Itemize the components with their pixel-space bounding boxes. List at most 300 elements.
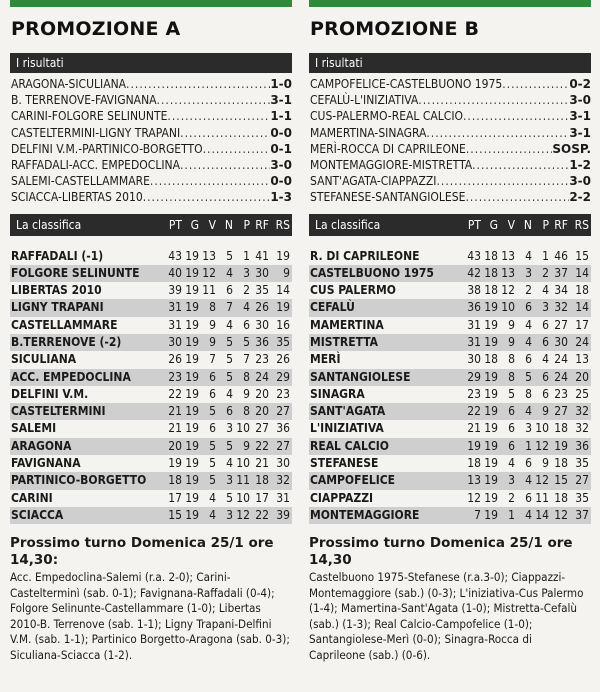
stat-rs: 20: [575, 369, 589, 384]
stat-n: 4: [525, 507, 532, 522]
standings-title: La classifica: [315, 217, 381, 232]
standings-row: [309, 299, 591, 316]
header-rs: RS: [574, 217, 589, 232]
result-score: 1-3: [270, 190, 292, 205]
header-rs: RS: [275, 217, 290, 232]
stat-g: 19: [185, 300, 199, 315]
stat-pt: 21: [168, 421, 182, 436]
team-name: REAL CALCIO: [310, 438, 389, 453]
stat-p: 9: [542, 404, 549, 419]
result-row: [10, 189, 292, 205]
standings-row: [10, 507, 292, 524]
stat-p: 2: [243, 283, 250, 298]
stat-pt: 43: [168, 248, 182, 263]
leader-dots: [157, 92, 271, 108]
stat-g: 19: [185, 283, 199, 298]
stat-v: 5: [508, 386, 515, 401]
result-match: SANT'AGATA-CIAPPAZZI: [310, 174, 437, 189]
stat-g: 19: [484, 421, 498, 436]
leader-dots: [126, 76, 270, 92]
stat-rf: 24: [255, 369, 269, 384]
stat-v: 5: [209, 456, 216, 471]
header-n: N: [523, 217, 532, 232]
stat-v: 8: [508, 369, 515, 384]
standings-table: [309, 248, 591, 525]
standings-row: [309, 438, 591, 455]
stat-pt: 19: [467, 438, 481, 453]
result-score: 3-1: [270, 93, 292, 108]
stat-p: 6: [243, 317, 250, 332]
stat-p: 7: [243, 352, 250, 367]
result-score: 1-1: [270, 109, 292, 124]
stat-n: 1: [525, 438, 532, 453]
stat-g: 19: [185, 473, 199, 488]
result-row: [10, 108, 292, 124]
stat-g: 19: [185, 456, 199, 471]
stat-g: 18: [484, 283, 498, 298]
stat-v: 9: [508, 317, 515, 332]
stat-rs: 32: [575, 421, 589, 436]
stat-n: 5: [226, 248, 233, 263]
stat-g: 18: [484, 265, 498, 280]
stat-rs: 14: [575, 300, 589, 315]
result-match: MAMERTINA-SINAGRA: [310, 125, 427, 140]
team-name: SCIACCA: [11, 507, 64, 522]
stat-v: 6: [209, 386, 216, 401]
team-name: MERÌ: [310, 352, 341, 367]
stat-p: 6: [542, 334, 549, 349]
team-name: CUS PALERMO: [310, 283, 396, 298]
team-name: ACC. EMPEDOCLINA: [11, 369, 131, 384]
team-name: L'INIZIATIVA: [310, 421, 384, 436]
stat-rf: 24: [554, 369, 568, 384]
stat-rf: 17: [255, 490, 269, 505]
stat-n: 5: [226, 352, 233, 367]
leader-dots: [466, 141, 552, 157]
result-score: 0-0: [270, 174, 292, 189]
stat-v: 8: [508, 352, 515, 367]
leader-dots: [465, 189, 569, 205]
result-match: CASTELTERMINI-LIGNY TRAPANI: [11, 125, 181, 140]
stat-pt: 31: [168, 317, 182, 332]
stat-rf: 12: [554, 507, 568, 522]
stat-n: 3: [226, 473, 233, 488]
stat-n: 4: [226, 386, 233, 401]
stat-pt: 31: [467, 317, 481, 332]
stat-g: 19: [185, 490, 199, 505]
stat-rf: 22: [255, 507, 269, 522]
stat-pt: 18: [168, 473, 182, 488]
result-row: [309, 76, 591, 92]
stat-n: 5: [226, 334, 233, 349]
team-name: CAMPOFELICE: [310, 473, 396, 488]
stat-rf: 23: [554, 386, 568, 401]
league-title: PROMOZIONE B: [310, 18, 480, 40]
stat-pt: 22: [467, 404, 481, 419]
stat-rs: 36: [575, 438, 589, 453]
stat-n: 8: [525, 386, 532, 401]
standings-row: [309, 369, 591, 386]
stat-rf: 15: [554, 473, 568, 488]
result-row: [10, 125, 292, 141]
stat-p: 11: [535, 490, 549, 505]
next-round-title: Prossimo turno Domenica 25/1 ore 14,30:: [10, 535, 274, 569]
team-name: CEFALÙ: [310, 300, 355, 315]
stat-g: 19: [484, 369, 498, 384]
result-score: 3-0: [569, 93, 591, 108]
stat-g: 19: [484, 404, 498, 419]
team-name: CASTELLAMMARE: [11, 317, 118, 332]
stat-rs: 30: [276, 456, 290, 471]
result-row: [10, 141, 292, 157]
stat-v: 13: [501, 265, 515, 280]
result-row: [10, 173, 292, 189]
result-score: 1-2: [569, 157, 591, 172]
team-name: LIBERTAS 2010: [11, 283, 102, 298]
header-pt: PT: [168, 217, 182, 232]
leader-dots: [203, 141, 271, 157]
stat-pt: 21: [467, 421, 481, 436]
team-name: B.TERRENOVE (-2): [11, 334, 122, 349]
stat-pt: 43: [467, 248, 481, 263]
standings-row: [309, 317, 591, 334]
stat-rf: 23: [255, 352, 269, 367]
stat-rs: 13: [575, 352, 589, 367]
result-row: [10, 92, 292, 108]
stat-rf: 27: [255, 421, 269, 436]
team-name: SICULIANA: [11, 352, 77, 367]
stat-g: 19: [484, 507, 498, 522]
stat-v: 12: [202, 265, 216, 280]
stat-rf: 46: [554, 248, 568, 263]
stat-p: 10: [236, 456, 250, 471]
team-name: CARINI: [11, 490, 53, 505]
header-v: V: [208, 217, 216, 232]
standings-row: [309, 334, 591, 351]
stat-rf: 35: [255, 283, 269, 298]
stat-rf: 27: [554, 317, 568, 332]
standings-header: [309, 214, 591, 236]
standings-row: [309, 351, 591, 368]
stat-p: 8: [243, 369, 250, 384]
stat-v: 9: [209, 334, 216, 349]
stat-pt: 23: [467, 386, 481, 401]
result-score: 3-1: [569, 125, 591, 140]
standings-row: [10, 317, 292, 334]
result-match: CARINI-FOLGORE SELINUNTE: [11, 109, 168, 124]
stat-v: 5: [209, 473, 216, 488]
stat-p: 10: [535, 421, 549, 436]
stat-n: 4: [525, 248, 532, 263]
result-match: MERÌ-ROCCA DI CAPRILEONE: [310, 141, 466, 156]
stat-n: 4: [525, 404, 532, 419]
result-score: 3-1: [569, 109, 591, 124]
team-name: RAFFADALI (-1): [11, 248, 104, 263]
stat-rs: 26: [276, 352, 290, 367]
stat-v: 13: [202, 248, 216, 263]
stat-v: 6: [508, 404, 515, 419]
stat-p: 3: [542, 300, 549, 315]
stat-pt: 17: [168, 490, 182, 505]
stat-rs: 27: [276, 404, 290, 419]
next-round-text: Acc. Empedoclina-Salemi (r.a. 2-0); Carini-Castelterminì (sab. 0-1); Favignana-Raffadali (0-4); Folgore Selinunte-Castellammare (1-0); Libertas 2010-B. Terrenove (sab. 1-1); Ligny Trapani-Delfini V.M. (sab. 1-1); Partinico Borgetto-Aragona (sab. 0-3); Siculiana-Sciacca (1-2).: [10, 570, 290, 662]
stat-g: 19: [185, 334, 199, 349]
team-name: SANTANGIOLESE: [310, 369, 411, 384]
team-name: SANT'AGATA: [310, 404, 386, 419]
stat-rs: 39: [276, 507, 290, 522]
stat-v: 13: [501, 248, 515, 263]
stat-v: 5: [209, 438, 216, 453]
header-pt: PT: [467, 217, 481, 232]
standings-row: [309, 386, 591, 403]
stat-g: 19: [484, 473, 498, 488]
stat-n: 6: [226, 283, 233, 298]
stat-rs: 35: [276, 334, 290, 349]
stat-n: 3: [525, 421, 532, 436]
stat-g: 19: [185, 265, 199, 280]
stat-pt: 12: [467, 490, 481, 505]
stat-rs: 25: [575, 386, 589, 401]
stat-p: 1: [542, 248, 549, 263]
stat-g: 19: [185, 507, 199, 522]
stat-v: 4: [209, 490, 216, 505]
stat-rs: 27: [575, 473, 589, 488]
standings-row: [309, 455, 591, 472]
stat-p: 4: [542, 283, 549, 298]
result-match: CAMPOFELICE-CASTELBUONO 1975: [310, 77, 503, 91]
stat-pt: 29: [467, 369, 481, 384]
leader-dots: [502, 76, 569, 92]
stat-pt: 18: [467, 456, 481, 471]
column-promozione-a: [10, 0, 292, 692]
standings-row: [10, 265, 292, 282]
stat-v: 11: [202, 283, 216, 298]
leader-dots: [180, 157, 270, 173]
stat-v: 1: [508, 507, 515, 522]
stat-rf: 30: [255, 317, 269, 332]
standings-row: [10, 472, 292, 489]
stat-rf: 21: [255, 456, 269, 471]
standings-row: [10, 386, 292, 403]
stat-rf: 37: [554, 265, 568, 280]
stat-rs: 19: [276, 248, 290, 263]
stat-pt: 31: [168, 300, 182, 315]
stat-rf: 24: [554, 352, 568, 367]
stat-v: 9: [209, 317, 216, 332]
stat-v: 6: [508, 421, 515, 436]
stat-rf: 22: [255, 438, 269, 453]
results-header: I risultati: [10, 53, 292, 73]
stat-g: 19: [185, 404, 199, 419]
stat-pt: 13: [467, 473, 481, 488]
stat-rs: 15: [575, 248, 589, 263]
stat-n: 6: [525, 300, 532, 315]
stat-rf: 20: [255, 386, 269, 401]
standings-row: [309, 490, 591, 507]
stat-v: 10: [501, 300, 515, 315]
result-row: [10, 76, 292, 92]
stat-g: 19: [484, 300, 498, 315]
stat-g: 19: [484, 317, 498, 332]
stat-pt: 20: [168, 438, 182, 453]
accent-bar: [10, 0, 292, 7]
team-name: STEFANESE: [310, 456, 379, 471]
team-name: FOLGORE SELINUNTE: [11, 265, 140, 280]
stat-rf: 18: [554, 456, 568, 471]
stat-n: 6: [525, 352, 532, 367]
team-name: MONTEMAGGIORE: [310, 507, 420, 522]
result-score: 3-0: [270, 157, 292, 172]
stat-n: 3: [525, 265, 532, 280]
stat-rf: 18: [554, 490, 568, 505]
team-name: MAMERTINA: [310, 317, 384, 332]
result-match: B. TERRENOVE-FAVIGNANA: [11, 93, 157, 108]
stat-pt: 40: [168, 265, 182, 280]
result-score: 0-1: [270, 141, 292, 156]
stat-n: 4: [525, 334, 532, 349]
header-rf: RF: [255, 217, 269, 232]
leader-dots: [463, 108, 569, 124]
leader-dots: [167, 108, 270, 124]
team-name: MISTRETTA: [310, 334, 379, 349]
team-name: SINAGRA: [310, 386, 365, 401]
stat-p: 4: [243, 300, 250, 315]
stat-p: 12: [535, 473, 549, 488]
stat-rs: 9: [283, 265, 290, 280]
stat-n: 4: [226, 456, 233, 471]
stat-rs: 35: [575, 456, 589, 471]
stat-v: 3: [508, 473, 515, 488]
standings-row: [10, 490, 292, 507]
stat-p: 6: [542, 317, 549, 332]
stat-p: 11: [236, 473, 250, 488]
stat-p: 6: [542, 386, 549, 401]
standings-row: [10, 403, 292, 420]
stat-rf: 19: [554, 438, 568, 453]
stat-rs: 37: [575, 507, 589, 522]
stat-n: 5: [226, 490, 233, 505]
header-rf: RF: [554, 217, 568, 232]
standings-row: [309, 282, 591, 299]
stat-rs: 29: [276, 369, 290, 384]
stat-g: 19: [185, 352, 199, 367]
stat-p: 6: [542, 369, 549, 384]
result-score: 0-0: [270, 125, 292, 140]
result-row: [309, 173, 591, 189]
stat-pt: 15: [168, 507, 182, 522]
result-row: [309, 157, 591, 173]
standings-row: [10, 438, 292, 455]
result-match: SALEMI-CASTELLAMMARE: [11, 174, 150, 189]
stat-rs: 14: [575, 265, 589, 280]
stat-n: 3: [226, 507, 233, 522]
standings-table: [10, 248, 292, 525]
stat-rs: 14: [276, 283, 290, 298]
next-round-text: Castelbuono 1975-Stefanese (r.a.3-0); Ciappazzi-Montemaggiore (sab.) (0-3); L'iniziativa-Cus Palermo (1-4); Mamertina-Sant'Agata (1-0); Mistretta-Cefalù (sab.) (1-3); Real Calcio-Campofelice (1-0); Santangiolese-Merì (0-0); Sinagra-Rocca di Caprileone (sab.) (0-6).: [309, 570, 584, 662]
standings-title: La classifica: [16, 217, 82, 232]
stat-pt: 39: [168, 283, 182, 298]
stat-rs: 27: [276, 438, 290, 453]
standings-row: [309, 507, 591, 524]
stat-n: 4: [525, 317, 532, 332]
column-promozione-b: [309, 0, 591, 692]
stat-v: 8: [209, 300, 216, 315]
stat-pt: 42: [467, 265, 481, 280]
stat-rs: 32: [276, 473, 290, 488]
stat-pt: 36: [467, 300, 481, 315]
header-g: G: [489, 217, 498, 232]
standings-row: [309, 403, 591, 420]
stat-p: 5: [243, 334, 250, 349]
stat-rf: 36: [255, 334, 269, 349]
league-title: PROMOZIONE A: [11, 18, 181, 40]
team-name: LIGNY TRAPANI: [11, 300, 104, 315]
stat-p: 4: [542, 352, 549, 367]
standings-header: [10, 214, 292, 236]
stat-rs: 17: [575, 317, 589, 332]
results-header: I risultati: [309, 53, 591, 73]
stat-rf: 20: [255, 404, 269, 419]
stat-p: 9: [243, 438, 250, 453]
team-name: CASTELBUONO 1975: [310, 265, 434, 280]
stat-p: 12: [535, 438, 549, 453]
team-name: CASTELTERMINI: [11, 404, 106, 419]
stat-g: 18: [484, 248, 498, 263]
standings-row: [10, 248, 292, 265]
standings-row: [10, 299, 292, 316]
stat-p: 2: [542, 265, 549, 280]
header-p: P: [542, 217, 549, 232]
result-match: RAFFADALI-ACC. EMPEDOCLINA: [11, 157, 180, 172]
leader-dots: [150, 173, 270, 189]
stat-pt: 21: [168, 404, 182, 419]
result-match: CEFALÙ-L'INIZIATIVA: [310, 93, 419, 108]
team-name: DELFINI V.M.: [11, 386, 89, 401]
result-score: 1-0: [270, 77, 292, 91]
stat-v: 4: [209, 507, 216, 522]
leader-dots: [472, 157, 569, 173]
stat-v: 2: [508, 490, 515, 505]
result-score: SOSP.: [552, 141, 591, 156]
stat-n: 4: [226, 317, 233, 332]
header-g: G: [190, 217, 199, 232]
stat-n: 2: [525, 283, 532, 298]
stat-pt: 23: [168, 369, 182, 384]
stat-rf: 26: [255, 300, 269, 315]
stat-rs: 19: [276, 300, 290, 315]
stat-rs: 16: [276, 317, 290, 332]
result-score: 3-0: [569, 174, 591, 189]
stat-rf: 34: [554, 283, 568, 298]
result-match: DELFINI V.M.-PARTINICO-BORGETTO: [11, 141, 203, 156]
stat-rs: 35: [575, 490, 589, 505]
stat-v: 6: [508, 438, 515, 453]
standings-row: [309, 472, 591, 489]
stat-n: 3: [226, 421, 233, 436]
stat-v: 6: [209, 421, 216, 436]
standings-row: [309, 248, 591, 265]
stat-n: 4: [226, 265, 233, 280]
standings-row: [309, 265, 591, 282]
stat-v: 12: [501, 283, 515, 298]
standings-row: [10, 334, 292, 351]
standings-row: [10, 420, 292, 437]
stat-g: 19: [185, 248, 199, 263]
stat-p: 14: [535, 507, 549, 522]
team-name: FAVIGNANA: [11, 456, 81, 471]
stat-p: 1: [243, 248, 250, 263]
results-list: [10, 76, 292, 206]
